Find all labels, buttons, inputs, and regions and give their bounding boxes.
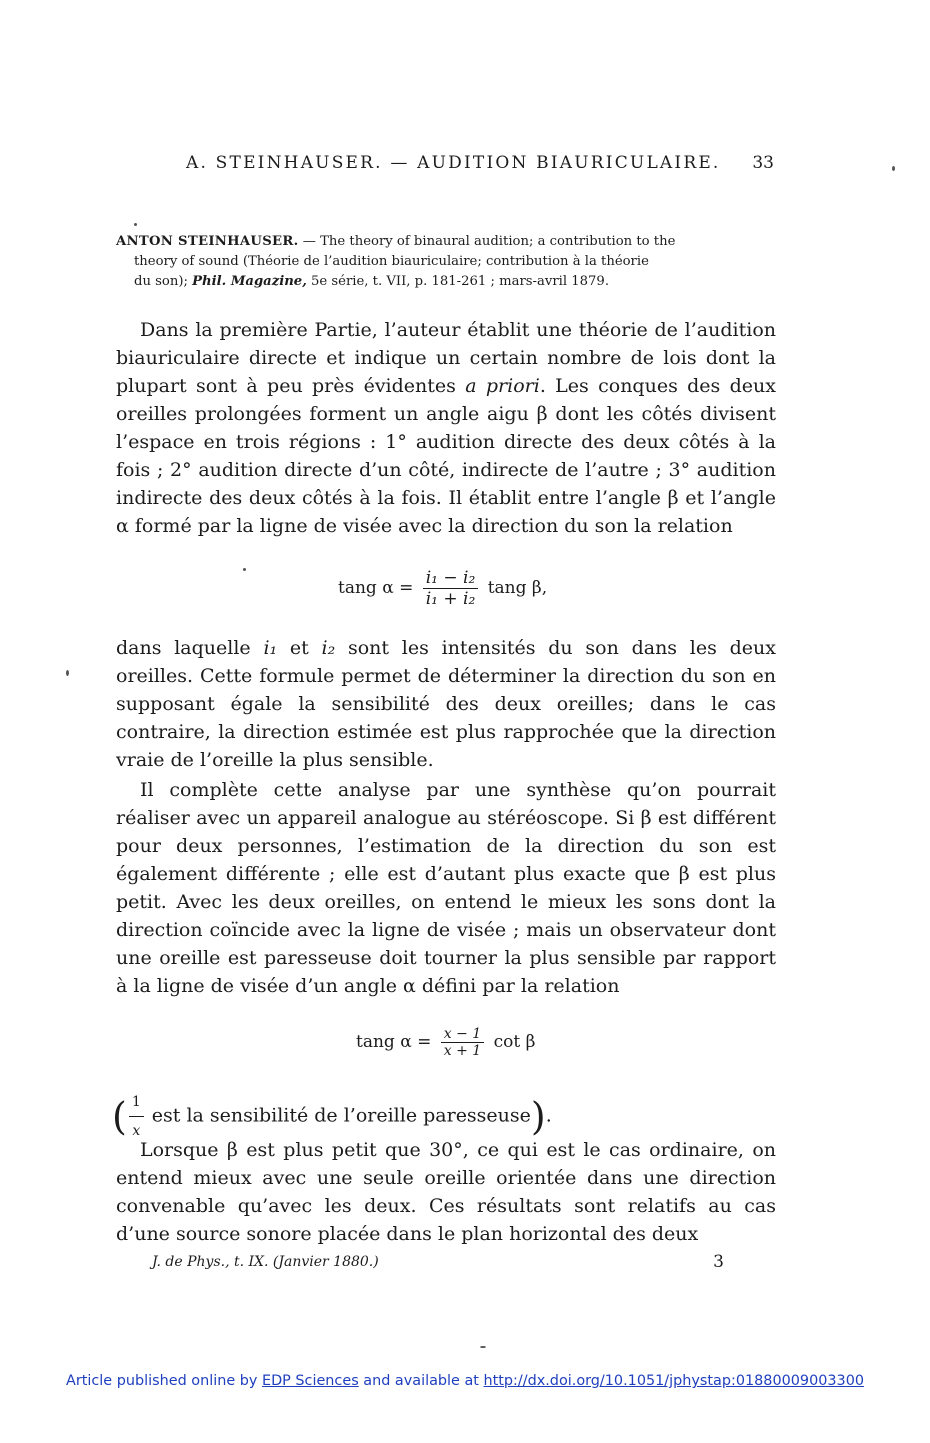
paragraph-3 xyxy=(116,776,776,1000)
note-numerator: 1 xyxy=(129,1088,144,1117)
paragraph-1 xyxy=(116,316,776,540)
formula-1-fraction xyxy=(423,568,479,609)
bibliographic-reference xyxy=(116,232,776,292)
journal-footer-citation: J. de Phys., t. IX. (Janvier 1880.) xyxy=(152,1254,379,1270)
doi-link[interactable]: http://dx.doi.org/10.1051/jphystap:01880009003300 xyxy=(483,1373,865,1389)
article-footer-prefix: Article published online by xyxy=(65,1373,262,1389)
formula-2-denominator: x + 1 xyxy=(443,1043,482,1059)
symbol-i2: i₂ xyxy=(321,637,336,659)
reference-journal: Phil. Magazine, xyxy=(192,274,307,289)
left-paren-glyph: ( xyxy=(112,1094,127,1139)
formula-2-fraction xyxy=(441,1026,484,1059)
paragraph-1-text-a: Dans la première Partie, l’auteur établit une théorie de l’audition biauriculaire directe et indique un certain nombre de lois dont la plupart sont à peu près évidentes xyxy=(116,319,776,397)
reference-line-3 xyxy=(116,272,776,292)
running-head-page-number: 33 xyxy=(752,153,774,173)
reference-line-2: theory of sound (Théorie de l’audition biauriculaire; contribution à la théorie xyxy=(134,254,649,269)
formula-tang-alpha-1 xyxy=(338,568,547,609)
paragraph-2-text-b: sont les intensités du son dans les deux oreilles. Cette formule permet de déterminer la direction du son en supposant égale la sensibilité des deux oreilles; dans le cas contraire, la direction estimée est plus rapprochée que la direction vraie de l’oreille la plus sensible. xyxy=(116,637,776,771)
formula-1-lhs: tang α = xyxy=(338,578,414,598)
reference-text-3a: du son); xyxy=(134,274,193,289)
formula-2-rhs: cot β xyxy=(493,1032,536,1052)
reference-text-3b: 5e série, t. VII, p. 181-261 ; mars-avril 1879. xyxy=(306,274,610,289)
note-end: . xyxy=(545,1104,552,1127)
a-priori-emphasis: a priori xyxy=(465,375,540,397)
reference-line-1 xyxy=(116,232,776,252)
formula-2-numerator: x − 1 xyxy=(441,1026,484,1043)
journal-footer-page: 3 xyxy=(713,1252,724,1272)
scan-speck xyxy=(66,670,69,676)
paragraph-2 xyxy=(116,634,776,774)
formula-1-rhs: tang β, xyxy=(487,578,548,598)
scan-speck xyxy=(134,223,137,226)
paragraph-4-text: Lorsque β est plus petit que 30°, ce qui est le cas ordinaire, on entend mieux avec une seule oreille orientée dans une direction convenable qu’avec les deux. Ces résultats sont relatifs au cas d’une source sonore placée dans le plan horizontal des deux xyxy=(116,1139,776,1245)
paragraph-2-text-mid: et xyxy=(277,637,322,659)
scan-speck xyxy=(243,568,246,571)
note-text: est la sensibilité de l’oreille paresseuse xyxy=(145,1104,531,1127)
reference-text-1: — The theory of binaural audition; a contribution to the xyxy=(298,234,676,249)
right-paren-glyph: ) xyxy=(530,1094,546,1139)
paragraph-3-text: Il complète cette analyse par une synthèse qu’on pourrait réaliser avec un appareil analogue au stéréoscope. Si β est différent pour deux personnes, l’estimation de la direction du son est également différente ; elle est d’autant plus exacte que β est plus petit. Avec les deux oreilles, on entend le mieux les sons dont la direction coïncide avec la ligne de visée ; mais un observateur dont une oreille est paresseuse doit tourner la plus sensible par rapport à la ligne de visée d’un angle α défini par la relation xyxy=(116,779,776,997)
symbol-i1: i₁ xyxy=(263,637,278,659)
running-head-title: A. STEINHAUSER. — AUDITION BIAURICULAIRE. xyxy=(186,153,721,173)
journal-footer xyxy=(152,1254,724,1270)
paragraph-2-text-a: dans laquelle xyxy=(116,637,264,659)
paragraph-1-text-b: . Les conques des deux oreilles prolongées forment un angle aigu β dont les côtés divisent l’espace en trois régions : 1° audition directe des deux côtés à la fois ; 2° audition directe d’un côté, indirecte de l’autre ; 3° audition indirecte des deux côtés à la fois. Il établit entre l’angle β et l’angle α formé par la ligne de visée avec la direction du son la relation xyxy=(116,375,776,537)
running-head xyxy=(186,153,774,177)
article-footer-middle: and available at xyxy=(358,1373,484,1389)
scan-speck xyxy=(480,1346,486,1348)
formula-tang-alpha-2 xyxy=(356,1026,535,1059)
formula-2-lhs: tang α = xyxy=(356,1032,432,1052)
paragraph-4 xyxy=(116,1136,776,1248)
edp-sciences-link[interactable]: EDP Sciences xyxy=(261,1373,359,1389)
formula-1-denominator: i₁ + i₂ xyxy=(425,589,476,609)
article-availability-footer xyxy=(0,1373,930,1389)
formula-1-numerator: i₁ − i₂ xyxy=(423,568,479,589)
reference-author: ANTON STEINHAUSER. xyxy=(116,234,299,249)
scan-speck xyxy=(892,166,895,171)
note-denominator: x xyxy=(132,1123,141,1139)
